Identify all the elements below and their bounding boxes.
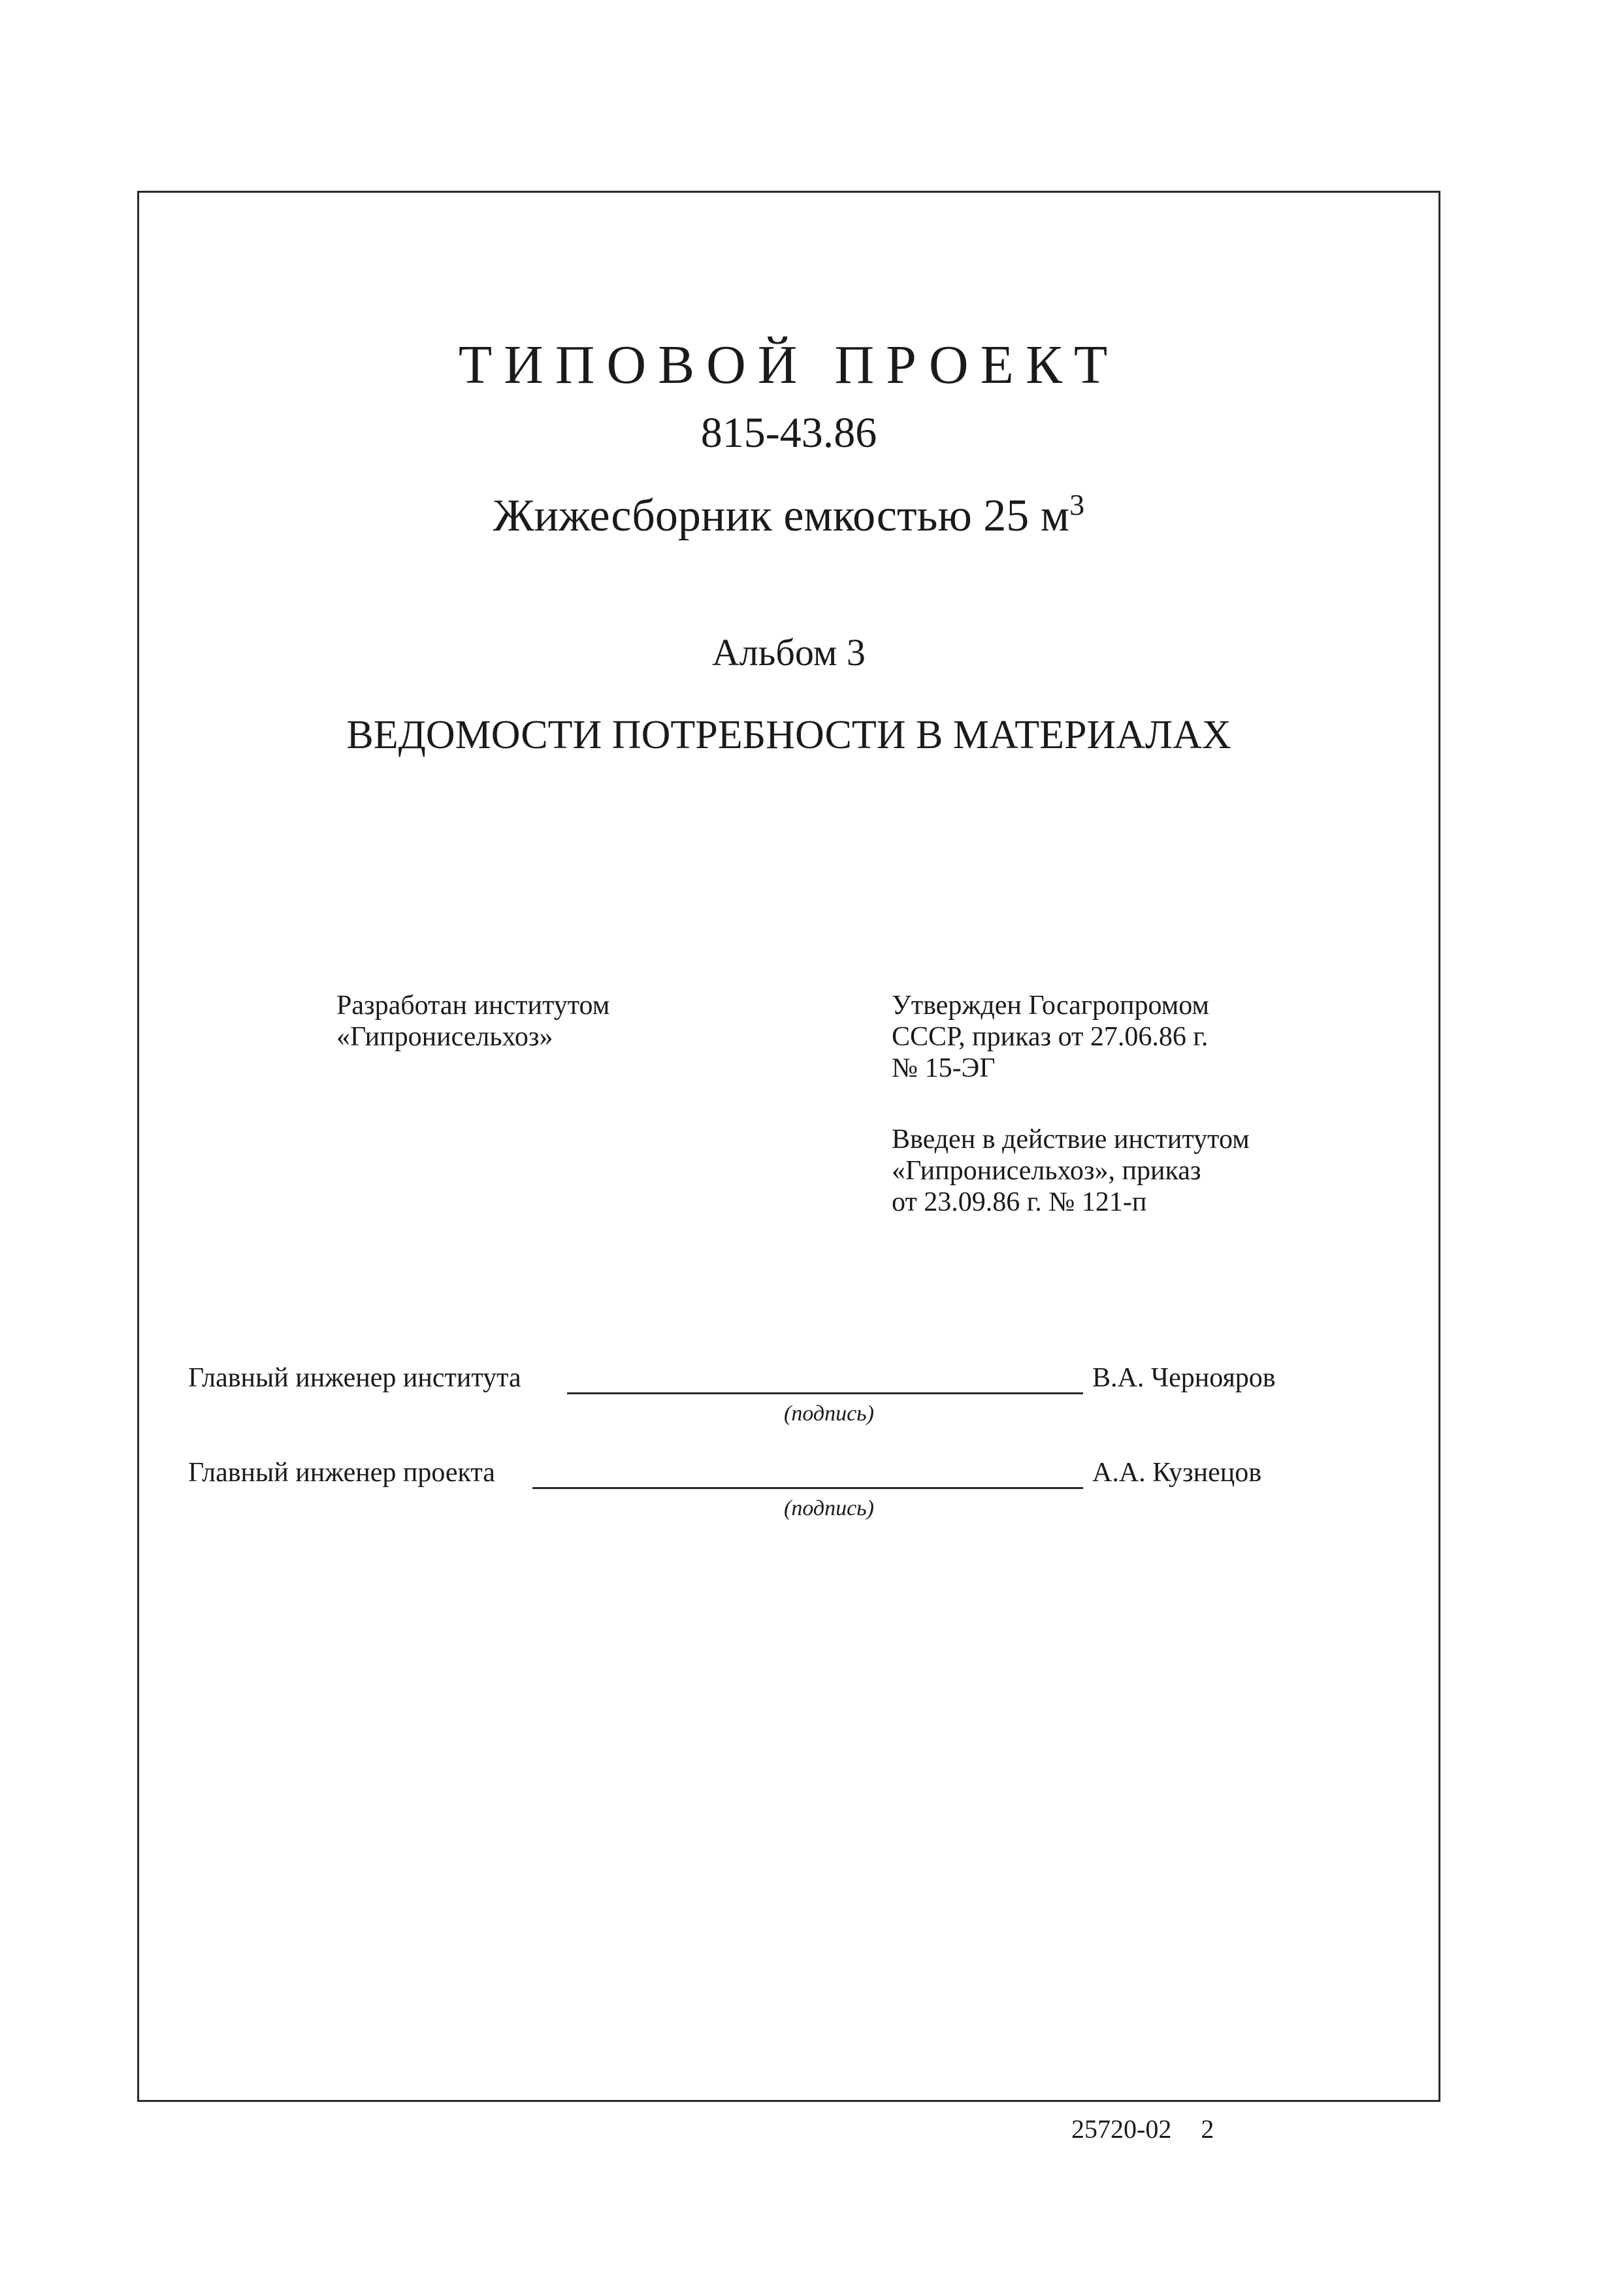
developed-by-line: «Гипронисельхоз» [336, 1022, 553, 1052]
object-title-superscript: 3 [1069, 488, 1085, 521]
approved-by-line: СССР, приказ от 27.06.86 г. [892, 1022, 1209, 1052]
signature-label: Главный инженер проекта [188, 1458, 495, 1488]
album-label: Альбом 3 [712, 631, 866, 674]
signature-row-chief-engineer-institute [0, 1362, 1624, 1434]
project-number: 815-43.86 [700, 409, 877, 457]
introduced-by-block [892, 1124, 1250, 1218]
signature-caption: (подпись) [784, 1496, 874, 1520]
approved-by-line: Утвержден Госагропромом [892, 991, 1210, 1021]
approved-by-line: № 15-ЭГ [892, 1053, 996, 1083]
signature-line [567, 1392, 1083, 1394]
page-number: 2 [1201, 2114, 1214, 2144]
signature-name: А.А. Кузнецов [1092, 1458, 1262, 1488]
section-title: ВЕДОМОСТИ ПОТРЕБНОСТИ В МАТЕРИАЛАХ [346, 713, 1231, 757]
signature-caption: (подпись) [784, 1401, 874, 1426]
developed-by-line: Разработан институтом [336, 991, 610, 1021]
introduced-by-line: Введен в действие институтом [892, 1124, 1250, 1155]
signature-name: В.А. Чернояров [1092, 1363, 1276, 1393]
introduced-by-line: «Гипронисельхоз», приказ [892, 1156, 1201, 1186]
developed-by-block [336, 990, 609, 1053]
page-footer [1071, 2114, 1214, 2144]
introduced-by-line: от 23.09.86 г. № 121-п [892, 1187, 1147, 1217]
approved-by-block [892, 990, 1209, 1084]
object-title-text: Жижесборник емкостью 25 м [493, 491, 1070, 541]
signature-line [532, 1487, 1083, 1489]
object-title [137, 490, 1440, 542]
document-heading: ТИПОВОЙ ПРОЕКТ [458, 335, 1120, 395]
document-code: 25720-02 [1071, 2114, 1172, 2144]
signature-label: Главный инженер института [188, 1363, 521, 1393]
signature-row-chief-engineer-project [0, 1457, 1624, 1529]
